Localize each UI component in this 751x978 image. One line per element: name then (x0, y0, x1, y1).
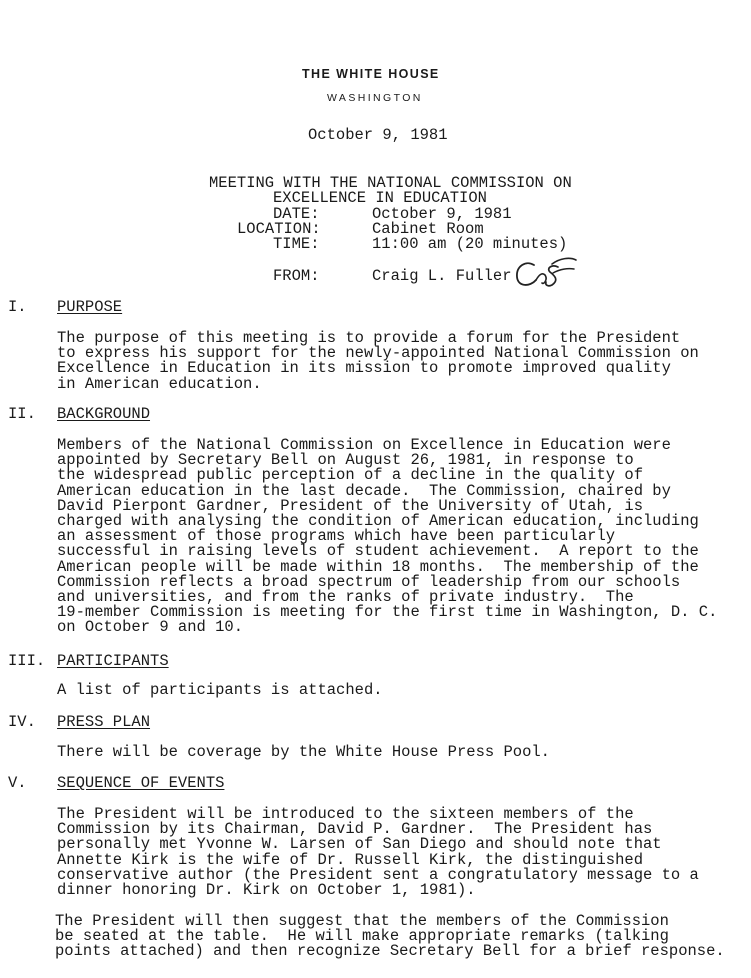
sequence-paragraph-1: The President will be introduced to the sixteen members of the Commission by its Chairman, David P. Gardner. The President has personally met Yvonne W. Larsen of San Diego and should note that Annette Kirk is the wife of Dr. Russell Kirk, the distinguished conservative author (the President sent a congratulatory message to a dinner honoring Dr. Kirk on October 1, 1981). (57, 805, 699, 900)
section-heading-press-plan: PRESS PLAN (57, 713, 151, 731)
section-heading-sequence: SEQUENCE OF EVENTS (57, 774, 225, 792)
participants-paragraph: A list of participants is attached. (57, 681, 383, 699)
section-number-participants: III. (8, 652, 46, 670)
location-label: LOCATION: (237, 220, 321, 238)
section-number-purpose: I. (8, 298, 27, 316)
background-paragraph: Members of the National Commission on Excellence in Education were appointed by Secretary Bell on August 26, 1981, in response to the widespread public perception of a decline in the quality of American education in the last decade. The Commission, chaired by David Pierpont Gardner, President of the University of Utah, is charged with analysing the condition of American education, including an assessment of those programs which have been particularly successful in raising levels of student achievement. A report to the American people will be made within 18 months. The membership of the Commission reflects a broad spectrum of leadership from our schools and universities, and from the ranks of private industry. The 19-member Commission is meeting for the first time in Washington, D. C. on October 9 and 10. (57, 436, 718, 637)
meeting-title-line1: MEETING WITH THE NATIONAL COMMISSION ON (209, 174, 572, 192)
press-plan-paragraph: There will be coverage by the White House Press Pool. (57, 743, 550, 761)
section-number-press-plan: IV. (8, 713, 36, 731)
time-label: TIME: (273, 235, 320, 253)
letterhead-subtitle: WASHINGTON (327, 92, 423, 104)
date-label: DATE: (273, 205, 320, 223)
location-value: Cabinet Room (372, 220, 484, 238)
purpose-paragraph: The purpose of this meeting is to provide a forum for the President to express his support for the newly-appointed National Commission on Excellence in Education in its mission to promote improved quality in American education. (57, 329, 699, 393)
handwritten-initials-signature (512, 256, 580, 290)
from-label: FROM: (273, 267, 320, 285)
memo-date: October 9, 1981 (308, 126, 448, 144)
sequence-paragraph-2: The President will then suggest that the members of the Commission be seated at the table. He will make appropriate remarks (talking points attached) and then recognize Secretary Bell for a brief response. (55, 912, 725, 961)
from-value: Craig L. Fuller (372, 267, 512, 285)
time-value: 11:00 am (20 minutes) (372, 235, 568, 253)
section-number-sequence: V. (8, 774, 27, 792)
section-heading-background: BACKGROUND (57, 405, 151, 423)
section-heading-purpose: PURPOSE (57, 298, 123, 316)
section-heading-participants: PARTICIPANTS (57, 652, 169, 670)
date-value: October 9, 1981 (372, 205, 512, 223)
letterhead-title: THE WHITE HOUSE (302, 67, 440, 81)
meeting-title-line2: EXCELLENCE IN EDUCATION (273, 189, 487, 207)
section-number-background: II. (8, 405, 36, 423)
